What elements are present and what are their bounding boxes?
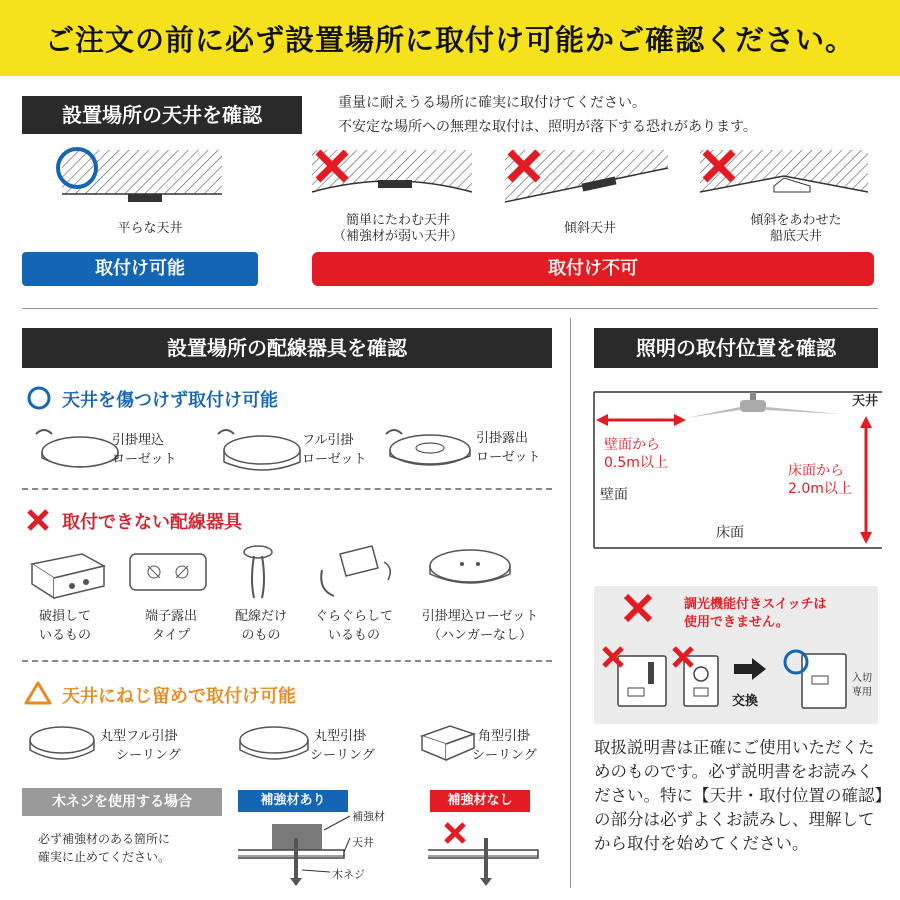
wall-distance-1: 壁面から bbox=[604, 437, 660, 453]
square-ceiling-icon bbox=[422, 726, 474, 760]
ng-x-icon bbox=[26, 508, 50, 532]
ceiling-note-2: 不安定な場所への無理な取付は、照明が落下する恐れがあります。 bbox=[338, 119, 757, 135]
ceiling-fan-icon bbox=[686, 392, 840, 418]
floor-distance-1: 床面から bbox=[788, 463, 844, 479]
wire-only-icon bbox=[244, 546, 272, 598]
wall-distance-arrow bbox=[596, 414, 686, 426]
banner-title: ご注文の前に必ず設置場所に取付け可能かご確認ください。 bbox=[44, 23, 855, 57]
rosette-icon bbox=[386, 430, 470, 465]
caption-sagging-2: （補強材が弱い天井） bbox=[332, 229, 463, 244]
screw-item-1-line1: 丸型フル引掛 bbox=[100, 729, 178, 744]
ng-item-3-line2: のもの bbox=[241, 628, 281, 643]
exposed-terminal-icon bbox=[130, 554, 206, 590]
rosette-icon bbox=[218, 430, 300, 470]
ng-item-4-line2: いるもの bbox=[327, 628, 380, 643]
screw-item-2-line2: シーリング bbox=[310, 748, 375, 763]
ng-pill: 取付け不可 bbox=[312, 252, 874, 286]
ng-item-3-line1: 配線だけ bbox=[234, 609, 287, 624]
ng-x-icon bbox=[622, 592, 658, 624]
column-divider bbox=[570, 318, 571, 888]
screw-item-1-line2: シーリング bbox=[116, 748, 181, 763]
dashed-divider bbox=[22, 660, 552, 662]
caption-sloped: 傾斜天井 bbox=[563, 221, 616, 236]
floor-distance-arrow bbox=[860, 416, 872, 544]
caution-triangle-icon bbox=[24, 680, 52, 706]
section-divider bbox=[22, 308, 878, 309]
wood-screw-note-2: 確実に止めてください。 bbox=[38, 850, 171, 864]
without-reinforcement-tag: 補強材なし bbox=[430, 790, 530, 812]
part-screw: 木ネジ bbox=[332, 868, 365, 881]
caption-flat: 平らな天井 bbox=[117, 221, 183, 236]
ng-heading: 取付できない配線器具 bbox=[62, 512, 242, 533]
wood-screw-icon bbox=[294, 838, 298, 878]
ng-item-4-line1: ぐらぐらして bbox=[314, 609, 393, 624]
ok-item-3-line1: 引掛露出 bbox=[476, 431, 529, 446]
round-full-ceiling-icon bbox=[30, 727, 94, 759]
exchange-arrow-icon bbox=[734, 658, 766, 680]
round-ceiling-icon bbox=[240, 727, 308, 759]
wood-screw-note-1: 必ず補強材のある箇所に bbox=[38, 832, 171, 846]
switch-label-1: 入切 bbox=[852, 673, 872, 684]
rosette-icon bbox=[36, 430, 118, 467]
broken-box-icon bbox=[32, 554, 104, 598]
wood-screw-illustration bbox=[232, 812, 562, 892]
caption-sagging-1: 簡単にたわむ天井 bbox=[345, 213, 450, 228]
ok-item-2-line2: ローゼット bbox=[302, 452, 367, 467]
manual-text: 取扱説明書は正確にご使用いただくためのものです。必ず説明書をお読みください。特に【天井・取付位置の確認】の部分は必ずよくお読みし、理解してから取付を始めてください。 bbox=[594, 738, 883, 853]
ng-x-icon bbox=[446, 824, 464, 842]
ok-heading: 天井を傷つけず取付け可能 bbox=[62, 390, 278, 411]
screw-item-2-line1: 丸型引掛 bbox=[314, 729, 367, 744]
onoff-switch-icon bbox=[802, 654, 846, 708]
floor-text: 床面 bbox=[716, 525, 744, 541]
switch-label-2: 専用 bbox=[852, 687, 872, 698]
dimmer-warning-2: 使用できません。 bbox=[684, 615, 789, 630]
ng-item-5-line1: 引掛埋込ローゼット bbox=[421, 609, 539, 624]
ng-item-2-line1: 端子露出 bbox=[144, 609, 197, 624]
dimmer-warning-1: 調光機能付きスイッチは bbox=[684, 597, 827, 612]
dashed-divider bbox=[22, 488, 552, 490]
ng-item-1-line1: 破損して bbox=[38, 609, 91, 624]
ng-wiring-illustrations bbox=[22, 540, 562, 602]
exchange-text: 交換 bbox=[732, 694, 759, 709]
dimmer-switch-icon bbox=[618, 656, 666, 706]
ceiling-fixture-illustrations bbox=[22, 716, 562, 776]
ok-item-3-line2: ローゼット bbox=[476, 450, 541, 465]
part-ceiling: 天井 bbox=[352, 836, 374, 849]
caption-boat-1: 傾斜をあわせた bbox=[750, 213, 842, 228]
ok-item-1-line2: ローゼット bbox=[112, 452, 177, 467]
position-check-label: 照明の取付位置を確認 bbox=[594, 328, 878, 368]
wiring-check-label: 設置場所の配線器具を確認 bbox=[22, 328, 552, 368]
light-base bbox=[128, 194, 162, 202]
wall-distance-2: 0.5m以上 bbox=[604, 455, 668, 471]
ceiling-illustrations bbox=[0, 140, 900, 210]
ok-pill: 取付け可能 bbox=[22, 252, 258, 286]
wood-screw-label: 木ネジを使用する場合 bbox=[22, 788, 222, 816]
part-reinforcement: 補強材 bbox=[352, 810, 385, 823]
with-reinforcement-tag: 補強材あり bbox=[238, 790, 348, 812]
ceiling-note-1: 重量に耐えうる場所に確実に取付けてください。 bbox=[338, 95, 646, 111]
wall-text: 壁面 bbox=[600, 487, 628, 503]
ng-item-5-line2: （ハンガーなし） bbox=[427, 628, 532, 643]
rosette-no-hanger-icon bbox=[430, 550, 510, 583]
ng-item-1-line2: いるもの bbox=[38, 628, 91, 643]
screw-item-3-line2: シーリング bbox=[472, 748, 537, 763]
wood-screw-icon bbox=[484, 838, 488, 878]
screw-heading: 天井にねじ留めで取付け可能 bbox=[62, 686, 296, 707]
ok-item-2-line1: フル引掛 bbox=[302, 433, 354, 448]
ok-circle-icon bbox=[26, 385, 52, 411]
ceiling-check-label: 設置場所の天井を確認 bbox=[22, 96, 302, 134]
screw-item-3-line1: 角型引掛 bbox=[478, 729, 531, 744]
ok-item-1-line1: 引掛埋込 bbox=[112, 433, 165, 448]
ng-item-2-line2: タイプ bbox=[151, 628, 191, 643]
caption-boat-2: 船底天井 bbox=[769, 229, 822, 244]
ceiling-text: 天井 bbox=[852, 394, 879, 409]
floor-distance-2: 2.0m以上 bbox=[788, 481, 852, 497]
loose-fixture-icon bbox=[321, 546, 390, 596]
flat-ceiling bbox=[62, 150, 222, 194]
